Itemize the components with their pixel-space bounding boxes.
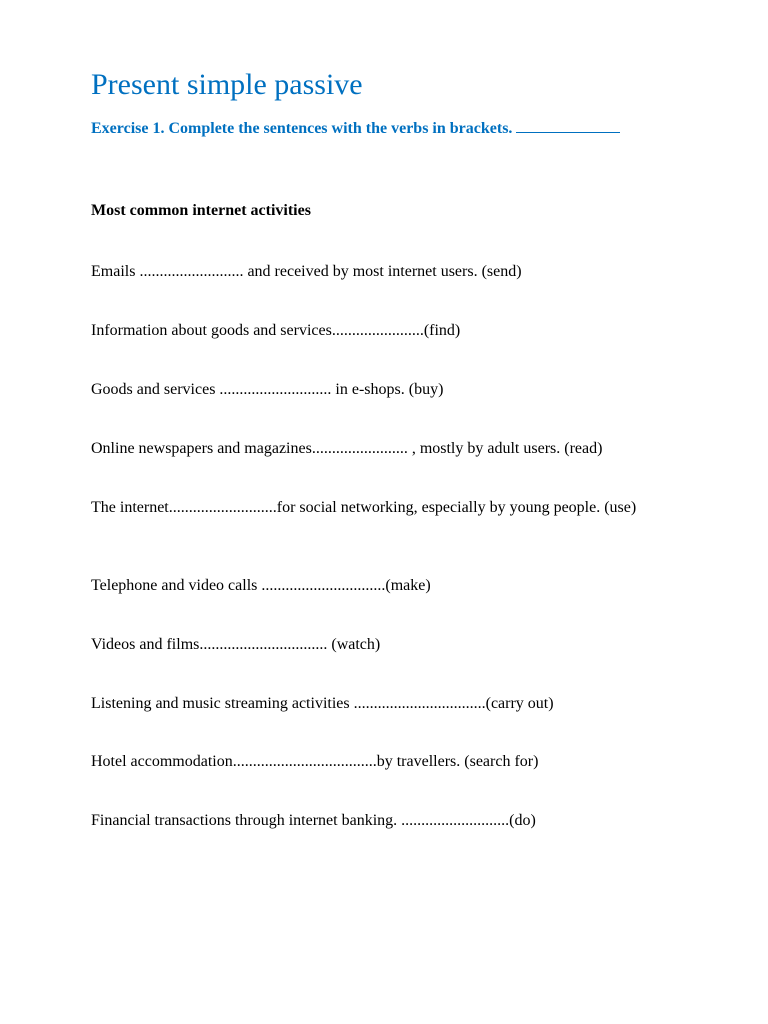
exercise-sentence-2: Information about goods and services.......................(find) [91,322,461,339]
page-title: Present simple passive [91,68,363,101]
exercise-instruction [91,118,620,138]
exercise-sentence-1: Emails .......................... and received by most internet users. (send) [91,263,522,280]
exercise-sentence-5: The internet...........................for social networking, especially by young people. (use) [91,499,637,516]
exercise-sentence-3: Goods and services ............................ in e-shops. (buy) [91,381,444,398]
exercise-sentence-10: Financial transactions through internet banking. ...........................(do) [91,812,536,829]
section-heading: Most common internet activities [91,202,311,219]
exercise-sentence-7: Videos and films................................ (watch) [91,636,381,653]
exercise-sentence-9: Hotel accommodation....................................by travellers. (search for) [91,753,539,770]
exercise-instruction-text: Exercise 1. Complete the sentences with the verbs in brackets. [91,120,513,137]
exercise-sentence-8: Listening and music streaming activities .................................(carry out) [91,695,554,712]
exercise-sentence-4: Online newspapers and magazines........................ , mostly by adult users. (read) [91,440,603,457]
exercise-sentence-6: Telephone and video calls ...............................(make) [91,577,431,594]
answer-blank-line [516,118,620,133]
